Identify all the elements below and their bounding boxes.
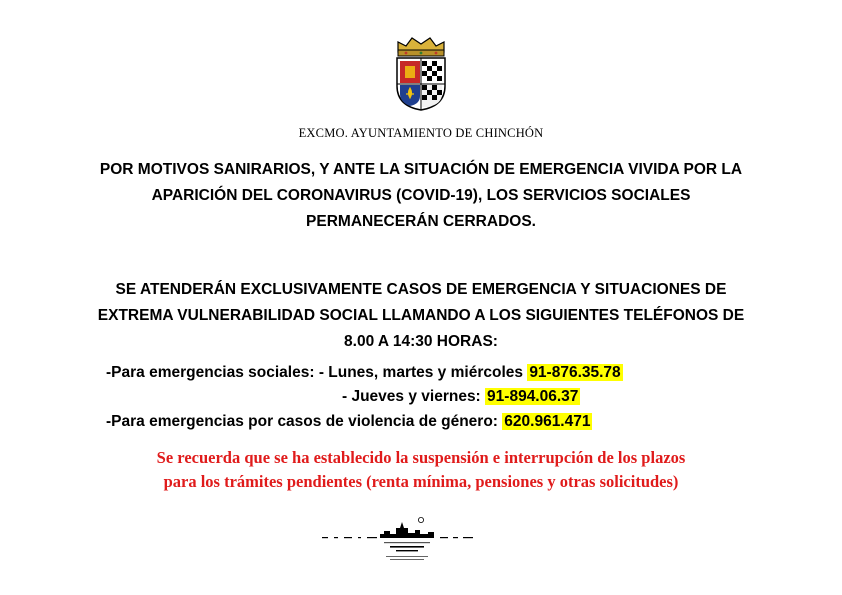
social-phone-2[interactable]: 91-894.06.37 (487, 388, 579, 405)
coat-of-arms-icon (392, 36, 450, 112)
closure-notice-line-3: PERMANECERÁN CERRADOS. (306, 213, 536, 230)
council-name: EXCMO. AYUNTAMIENTO DE CHINCHÓN (298, 126, 544, 140)
social-phone-1[interactable]: 91-876.35.78 (529, 364, 621, 381)
reminder-line-2: para los trámites pendientes (renta mínima, pensiones y otras solicitudes) (163, 472, 679, 491)
attention-notice (40, 277, 802, 355)
attention-notice-line-2: EXTREMA VULNERABILIDAD SOCIAL LLAMANDO A LOS SIGUIENTES TELÉFONOS DE (97, 307, 745, 324)
attention-notice-line-1: SE ATENDERÁN EXCLUSIVAMENTE CASOS DE EMERGENCIA Y SITUACIONES DE (115, 281, 727, 298)
social-emergency-row (106, 362, 623, 384)
reminder-line-1: Se recuerda que se ha establecido la suspensión e interrupción de los plazos (156, 448, 686, 467)
closure-notice (40, 157, 802, 235)
closure-notice-line-2: APARICIÓN DEL CORONAVIRUS (COVID-19), LOS SERVICIOS SOCIALES (151, 187, 691, 204)
reminder-notice (40, 446, 802, 494)
social-emergency-row-2 (342, 386, 580, 408)
closure-notice-line-1: POR MOTIVOS SANIRARIOS, Y ANTE LA SITUACIÓN DE EMERGENCIA VIVIDA POR LA (99, 161, 743, 178)
attention-notice-line-3: 8.00 A 14:30 HORAS: (344, 333, 498, 350)
gender-violence-label: -Para emergencias por casos de violencia de género: (106, 413, 498, 430)
gender-violence-row (106, 411, 592, 433)
social-emergency-label: -Para emergencias sociales: - Lunes, martes y miércoles (106, 364, 523, 381)
gender-violence-phone[interactable]: 620.961.471 (504, 413, 591, 430)
social-days-2-label: - Jueves y viernes: (342, 388, 481, 405)
social-services-logo-icon (320, 516, 476, 580)
